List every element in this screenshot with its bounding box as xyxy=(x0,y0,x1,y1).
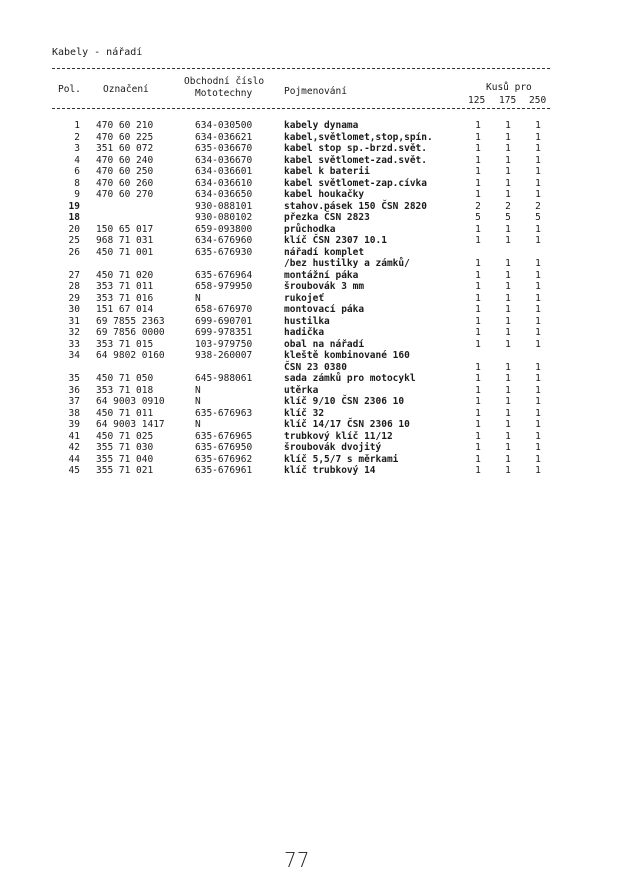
table-row xyxy=(52,373,552,385)
row-pol: 26 xyxy=(68,246,80,258)
row-pojmenovani: kabel k baterii xyxy=(284,166,370,177)
row-pol: 41 xyxy=(68,430,80,442)
row-pojmenovani: kabel,světlomet,stop,spín. xyxy=(284,131,433,143)
row-obchodni-cislo: 634-036650 xyxy=(195,189,253,200)
row-pojmenovani: klíč 14/17 ČSN 2306 10 xyxy=(284,419,410,430)
row-pol: 27 xyxy=(68,269,80,281)
row-obchodni-cislo: N xyxy=(195,292,201,304)
row-pojmenovani: průchodka xyxy=(284,223,336,235)
row-pojmenovani: stahov.pásek 150 ČSN 2820 xyxy=(284,200,427,212)
row-pol: 37 xyxy=(68,396,80,407)
row-qty-175: 1 xyxy=(505,430,511,442)
row-qty-175: 1 xyxy=(505,442,511,453)
row-obchodni-cislo: 659-093800 xyxy=(195,223,253,235)
row-pol: 42 xyxy=(68,442,80,453)
row-qty-175: 1 xyxy=(505,292,511,304)
row-pojmenovani: kleště kombinované 160 xyxy=(284,350,410,361)
row-oznaceni: 353 71 011 xyxy=(96,281,154,292)
row-qty-250: 1 xyxy=(535,384,541,396)
row-pojmenovani: /bez hustilky a zámků/ xyxy=(284,258,410,269)
table-row xyxy=(52,270,552,282)
row-pol: 25 xyxy=(68,235,80,246)
table-row xyxy=(52,143,552,155)
row-obchodni-cislo: N xyxy=(195,384,201,396)
row-pol: 4 xyxy=(74,154,80,166)
row-pojmenovani: kabel houkačky xyxy=(284,189,365,200)
row-pojmenovani: nářadí komplet xyxy=(284,246,365,258)
row-qty-175: 1 xyxy=(505,235,511,246)
row-qty-250: 1 xyxy=(535,407,541,419)
row-qty-175: 1 xyxy=(505,269,511,281)
row-pojmenovani: montovací páka xyxy=(284,304,365,315)
row-qty-250: 1 xyxy=(535,327,541,338)
row-pojmenovani: klíč trubkový 14 xyxy=(284,465,376,476)
row-oznaceni: 450 71 025 xyxy=(96,430,154,442)
row-qty-250: 1 xyxy=(535,292,541,304)
row-qty-250: 1 xyxy=(535,235,541,246)
row-pojmenovani: klíč 5,5/7 s měrkami xyxy=(284,453,399,465)
row-pol: 30 xyxy=(68,304,80,315)
table-row xyxy=(52,201,552,213)
table-row xyxy=(52,385,552,397)
row-pol: 39 xyxy=(68,419,80,430)
row-qty-175: 1 xyxy=(505,304,511,315)
row-qty-125: 1 xyxy=(475,315,481,327)
row-oznaceni: 353 71 015 xyxy=(96,338,154,350)
table-row xyxy=(52,258,552,270)
table-row xyxy=(52,155,552,167)
row-oznaceni: 355 71 021 xyxy=(96,465,154,476)
row-pojmenovani: kabel světlomet-zad.svět. xyxy=(284,154,427,166)
row-oznaceni: 470 60 225 xyxy=(96,131,154,143)
row-oznaceni: 64 9802 0160 xyxy=(96,350,165,361)
row-oznaceni: 470 60 210 xyxy=(96,120,154,131)
row-pojmenovani: hadička xyxy=(284,327,325,338)
row-qty-175: 1 xyxy=(505,338,511,350)
row-qty-250: 1 xyxy=(535,154,541,166)
row-oznaceni: 69 7856 0000 xyxy=(96,327,165,338)
row-qty-125: 1 xyxy=(475,396,481,407)
row-oznaceni: 470 60 260 xyxy=(96,177,154,189)
table-row xyxy=(52,281,552,293)
table-row xyxy=(52,431,552,443)
row-pol: 20 xyxy=(68,223,80,235)
row-qty-125: 2 xyxy=(475,200,481,212)
row-qty-175: 1 xyxy=(505,396,511,407)
row-pol: 28 xyxy=(68,281,80,292)
row-qty-125: 1 xyxy=(475,407,481,419)
row-qty-175: 1 xyxy=(505,419,511,430)
table-row xyxy=(52,350,552,362)
table-row xyxy=(52,408,552,420)
row-qty-125: 1 xyxy=(475,143,481,154)
table-row xyxy=(52,166,552,178)
row-qty-250: 2 xyxy=(535,200,541,212)
row-obchodni-cislo: 634-676960 xyxy=(195,235,253,246)
row-pojmenovani: montážní páka xyxy=(284,269,359,281)
row-qty-250: 1 xyxy=(535,281,541,292)
header-rule-bottom xyxy=(52,108,550,109)
row-qty-175: 1 xyxy=(505,131,511,143)
row-pojmenovani: obal na nářadí xyxy=(284,338,365,350)
row-oznaceni: 353 71 016 xyxy=(96,292,154,304)
row-pojmenovani: kabely dynama xyxy=(284,120,359,131)
row-qty-175: 1 xyxy=(505,315,511,327)
row-obchodni-cislo: 635-676930 xyxy=(195,246,253,258)
row-qty-125: 1 xyxy=(475,258,481,269)
row-qty-125: 1 xyxy=(475,373,481,384)
row-oznaceni: 968 71 031 xyxy=(96,235,154,246)
row-qty-125: 1 xyxy=(475,338,481,350)
col-header-obchodni: Obchodní číslo xyxy=(184,76,265,87)
row-pol: 18 xyxy=(68,212,80,223)
row-qty-250: 1 xyxy=(535,453,541,465)
row-qty-250: 1 xyxy=(535,419,541,430)
row-qty-175: 1 xyxy=(505,154,511,166)
table-row xyxy=(52,362,552,374)
row-oznaceni: 69 7855 2363 xyxy=(96,315,165,327)
table-row xyxy=(52,396,552,408)
row-oznaceni: 470 60 240 xyxy=(96,154,154,166)
row-oznaceni: 450 71 020 xyxy=(96,269,154,281)
row-qty-125: 1 xyxy=(475,131,481,143)
row-pol: 34 xyxy=(68,350,80,361)
table-row xyxy=(52,235,552,247)
row-pol: 1 xyxy=(74,120,80,131)
row-obchodni-cislo: 103-979750 xyxy=(195,338,253,350)
row-qty-125: 1 xyxy=(475,177,481,189)
table-row xyxy=(52,132,552,144)
row-oznaceni: 470 60 270 xyxy=(96,189,154,200)
row-oznaceni: 353 71 018 xyxy=(96,384,154,396)
table-row xyxy=(52,316,552,328)
row-qty-250: 1 xyxy=(535,304,541,315)
row-qty-125: 1 xyxy=(475,327,481,338)
table-row xyxy=(52,293,552,305)
row-oznaceni: 150 65 017 xyxy=(96,223,154,235)
row-qty-250: 1 xyxy=(535,373,541,384)
col-header-pojmenovani: Pojmenování xyxy=(284,86,347,97)
row-obchodni-cislo: 634-036610 xyxy=(195,177,253,189)
row-oznaceni: 64 9003 0910 xyxy=(96,396,165,407)
row-qty-250: 1 xyxy=(535,442,541,453)
table-row xyxy=(52,224,552,236)
row-qty-250: 1 xyxy=(535,361,541,373)
row-qty-250: 1 xyxy=(535,269,541,281)
row-pojmenovani: klíč 9/10 ČSN 2306 10 xyxy=(284,396,405,407)
row-qty-125: 1 xyxy=(475,120,481,131)
table-row xyxy=(52,442,552,454)
table-row xyxy=(52,419,552,431)
row-obchodni-cislo: 634-036621 xyxy=(195,131,253,143)
row-oznaceni: 470 60 250 xyxy=(96,166,154,177)
row-qty-125: 1 xyxy=(475,361,481,373)
table-row xyxy=(52,212,552,224)
header-rule-top xyxy=(52,68,550,69)
row-oznaceni: 151 67 014 xyxy=(96,304,154,315)
page-number: 77 xyxy=(284,848,310,872)
row-obchodni-cislo: 658-979950 xyxy=(195,281,253,292)
row-qty-125: 1 xyxy=(475,304,481,315)
row-qty-125: 1 xyxy=(475,430,481,442)
row-qty-175: 2 xyxy=(505,200,511,212)
row-oznaceni: 355 71 040 xyxy=(96,453,154,465)
row-obchodni-cislo: 634-036601 xyxy=(195,166,253,177)
row-oznaceni: 450 71 011 xyxy=(96,407,154,419)
row-qty-175: 1 xyxy=(505,177,511,189)
row-pojmenovani: šroubovák 3 mm xyxy=(284,281,365,292)
row-obchodni-cislo: 635-036670 xyxy=(195,143,253,154)
row-obchodni-cislo: 635-676964 xyxy=(195,269,253,281)
table-row xyxy=(52,454,552,466)
row-qty-175: 1 xyxy=(505,223,511,235)
row-pol: 29 xyxy=(68,292,80,304)
table-row xyxy=(52,178,552,190)
row-pol: 8 xyxy=(74,177,80,189)
row-qty-125: 1 xyxy=(475,269,481,281)
row-qty-125: 1 xyxy=(475,465,481,476)
row-pol: 36 xyxy=(68,384,80,396)
row-qty-175: 1 xyxy=(505,407,511,419)
table-row xyxy=(52,304,552,316)
row-qty-250: 1 xyxy=(535,120,541,131)
row-qty-175: 5 xyxy=(505,212,511,223)
row-qty-175: 1 xyxy=(505,143,511,154)
row-obchodni-cislo: 634-030500 xyxy=(195,120,253,131)
row-pol: 2 xyxy=(74,131,80,143)
table-row xyxy=(52,189,552,201)
row-qty-125: 1 xyxy=(475,189,481,200)
row-pol: 19 xyxy=(68,200,80,212)
row-qty-175: 1 xyxy=(505,327,511,338)
row-pojmenovani: klíč 32 xyxy=(284,407,325,419)
row-oznaceni: 355 71 030 xyxy=(96,442,154,453)
row-pol: 31 xyxy=(68,315,80,327)
row-pol: 38 xyxy=(68,407,80,419)
table-row xyxy=(52,327,552,339)
row-qty-125: 1 xyxy=(475,453,481,465)
row-qty-250: 1 xyxy=(535,465,541,476)
col-header-pol: Pol. xyxy=(58,84,81,95)
row-pol: 3 xyxy=(74,143,80,154)
row-pol: 45 xyxy=(68,465,80,476)
row-obchodni-cislo: N xyxy=(195,419,201,430)
row-qty-250: 1 xyxy=(535,177,541,189)
row-pol: 44 xyxy=(68,453,80,465)
col-header-oznaceni: Označení xyxy=(103,84,149,95)
row-oznaceni: 64 9003 1417 xyxy=(96,419,165,430)
row-qty-125: 1 xyxy=(475,419,481,430)
row-qty-175: 1 xyxy=(505,384,511,396)
row-obchodni-cislo: 930-088101 xyxy=(195,200,253,212)
row-qty-250: 1 xyxy=(535,338,541,350)
row-pojmenovani: klíč ČSN 2307 10.1 xyxy=(284,235,387,246)
row-obchodni-cislo: 658-676970 xyxy=(195,304,253,315)
row-qty-125: 1 xyxy=(475,235,481,246)
row-oznaceni: 450 71 050 xyxy=(96,373,154,384)
row-pojmenovani: kabel světlomet-zap.cívka xyxy=(284,177,427,189)
col-header-175: 175 xyxy=(499,95,517,106)
row-pojmenovani: hustilka xyxy=(284,315,330,327)
row-obchodni-cislo: 699-978351 xyxy=(195,327,253,338)
row-obchodni-cislo: 930-080102 xyxy=(195,212,253,223)
row-qty-250: 1 xyxy=(535,166,541,177)
row-qty-175: 1 xyxy=(505,465,511,476)
row-obchodni-cislo: N xyxy=(195,396,201,407)
row-qty-125: 1 xyxy=(475,442,481,453)
col-header-250: 250 xyxy=(529,95,547,106)
row-obchodni-cislo: 634-036670 xyxy=(195,154,253,166)
row-obchodni-cislo: 699-690701 xyxy=(195,315,253,327)
row-pojmenovani: trubkový klíč 11/12 xyxy=(284,430,393,442)
row-qty-125: 1 xyxy=(475,223,481,235)
row-pojmenovani: utěrka xyxy=(284,384,319,396)
row-qty-175: 1 xyxy=(505,373,511,384)
row-pol: 32 xyxy=(68,327,80,338)
row-pojmenovani: přezka ČSN 2823 xyxy=(284,212,370,223)
row-obchodni-cislo: 635-676950 xyxy=(195,442,253,453)
row-qty-125: 1 xyxy=(475,166,481,177)
row-qty-175: 1 xyxy=(505,281,511,292)
row-obchodni-cislo: 635-676962 xyxy=(195,453,253,465)
row-qty-125: 1 xyxy=(475,292,481,304)
row-obchodni-cislo: 635-676961 xyxy=(195,465,253,476)
row-qty-250: 1 xyxy=(535,143,541,154)
row-pojmenovani: kabel stop sp.-brzd.svět. xyxy=(284,143,427,154)
row-qty-175: 1 xyxy=(505,453,511,465)
table-row xyxy=(52,465,552,477)
table-row xyxy=(52,339,552,351)
row-pol: 9 xyxy=(74,189,80,200)
row-qty-250: 1 xyxy=(535,315,541,327)
row-qty-175: 1 xyxy=(505,120,511,131)
row-qty-250: 1 xyxy=(535,430,541,442)
row-pol: 35 xyxy=(68,373,80,384)
row-qty-175: 1 xyxy=(505,361,511,373)
row-pojmenovani: rukojeť xyxy=(284,292,325,304)
row-oznaceni: 351 60 072 xyxy=(96,143,154,154)
col-header-kusu-pro: Kusů pro xyxy=(486,82,532,93)
row-qty-125: 1 xyxy=(475,384,481,396)
row-qty-125: 1 xyxy=(475,154,481,166)
row-obchodni-cislo: 645-988061 xyxy=(195,373,253,384)
row-qty-125: 1 xyxy=(475,281,481,292)
row-qty-250: 1 xyxy=(535,189,541,200)
row-qty-250: 1 xyxy=(535,396,541,407)
col-header-mototechny: Mototechny xyxy=(195,88,253,99)
row-qty-250: 1 xyxy=(535,258,541,269)
table-row xyxy=(52,120,552,132)
row-obchodni-cislo: 938-260007 xyxy=(195,350,253,361)
row-qty-250: 1 xyxy=(535,131,541,143)
row-qty-175: 1 xyxy=(505,189,511,200)
row-pol: 33 xyxy=(68,338,80,350)
row-oznaceni: 450 71 001 xyxy=(96,246,154,258)
table-row xyxy=(52,247,552,259)
row-obchodni-cislo: 635-676965 xyxy=(195,430,253,442)
row-qty-125: 5 xyxy=(475,212,481,223)
row-pol: 6 xyxy=(74,166,80,177)
row-qty-250: 5 xyxy=(535,212,541,223)
section-title: Kabely - nářadí xyxy=(52,47,143,58)
row-obchodni-cislo: 635-676963 xyxy=(195,407,253,419)
row-pojmenovani: šroubovák dvojitý xyxy=(284,442,382,453)
row-qty-175: 1 xyxy=(505,258,511,269)
row-pojmenovani: ČSN 23 0380 xyxy=(284,361,347,373)
col-header-125: 125 xyxy=(468,95,486,106)
row-qty-175: 1 xyxy=(505,166,511,177)
row-qty-250: 1 xyxy=(535,223,541,235)
parts-table xyxy=(52,120,552,477)
row-pojmenovani: sada zámků pro motocykl xyxy=(284,373,416,384)
